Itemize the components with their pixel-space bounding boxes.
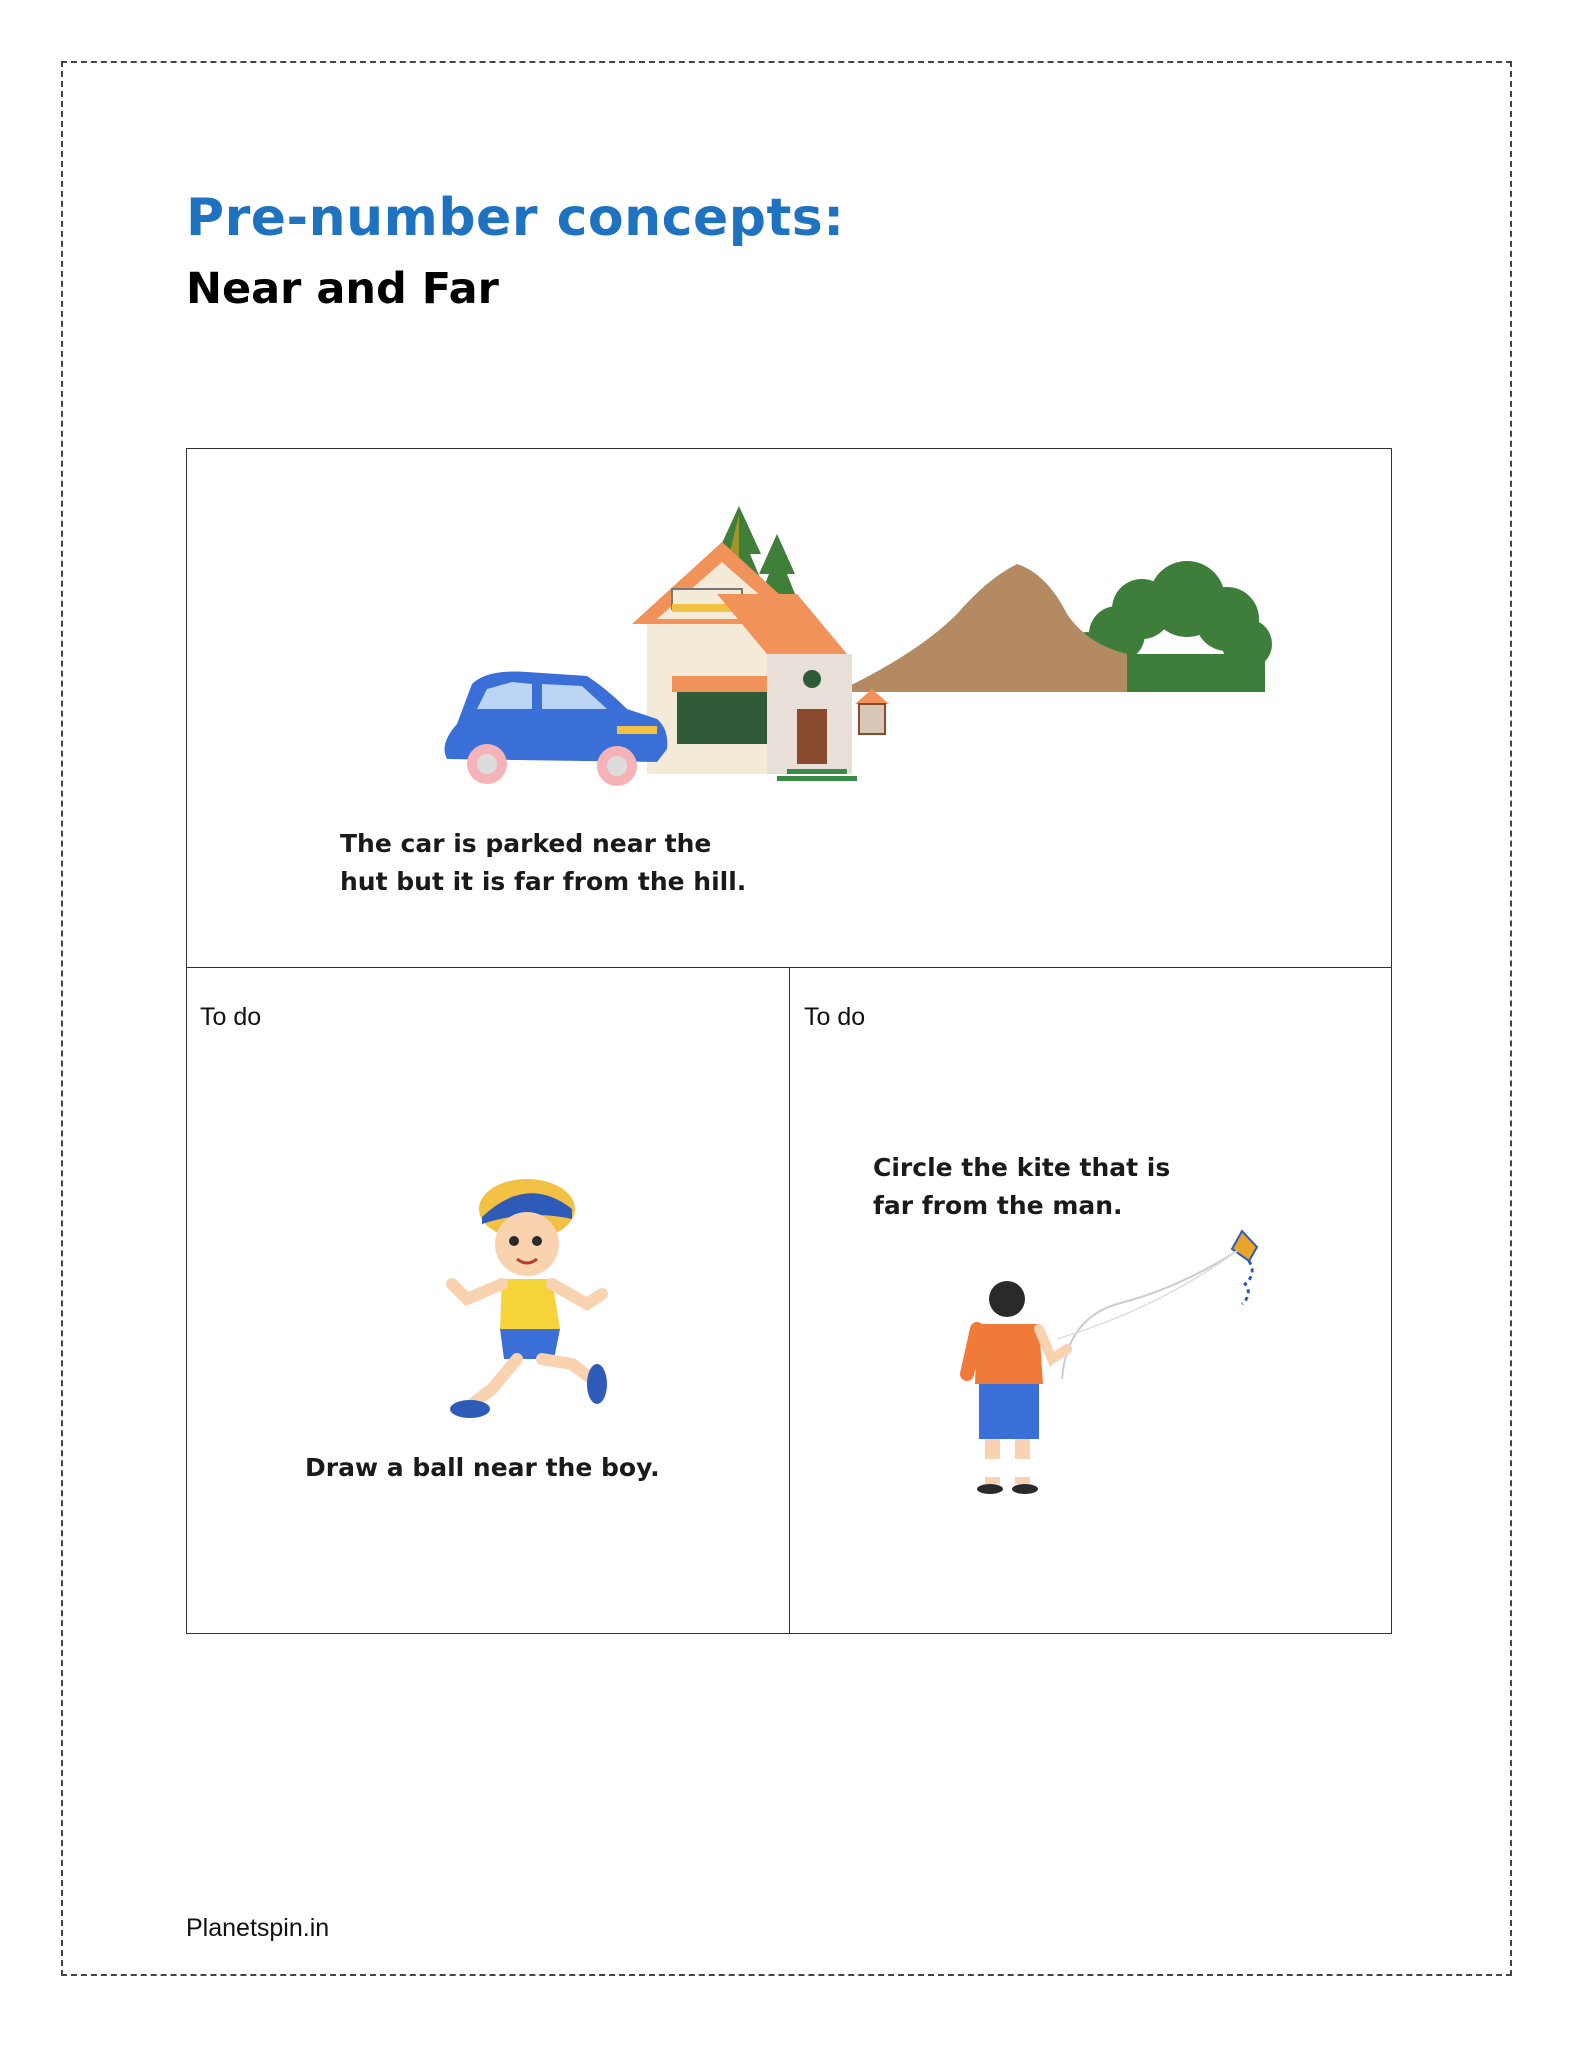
hut-illustration xyxy=(632,542,889,781)
grid-divider-vertical xyxy=(789,967,790,1633)
worksheet-title: Pre-number concepts: xyxy=(186,188,845,248)
left-activity-instruction: Draw a ball near the boy. xyxy=(305,1453,660,1482)
todo-label-left: To do xyxy=(200,1003,262,1031)
hill-illustration xyxy=(837,564,1127,692)
near-far-scene-illustration xyxy=(327,504,1287,794)
worksheet-subtitle: Near and Far xyxy=(186,264,499,314)
running-boy-illustration xyxy=(442,1179,622,1429)
right-activity-instruction-line-1: Circle the kite that is xyxy=(873,1153,1171,1182)
example-caption-line-2: hut but it is far from the hill. xyxy=(340,867,747,896)
right-activity-instruction-line-2: far from the man. xyxy=(873,1191,1123,1220)
car-illustration xyxy=(445,672,668,787)
man-with-kite-illustration xyxy=(957,1229,1287,1509)
activity-grid xyxy=(186,448,1392,1634)
footer-site-name: Planetspin.in xyxy=(186,1914,330,1942)
example-caption-line-1: The car is parked near the xyxy=(340,829,712,858)
todo-label-right: To do xyxy=(804,1003,866,1031)
